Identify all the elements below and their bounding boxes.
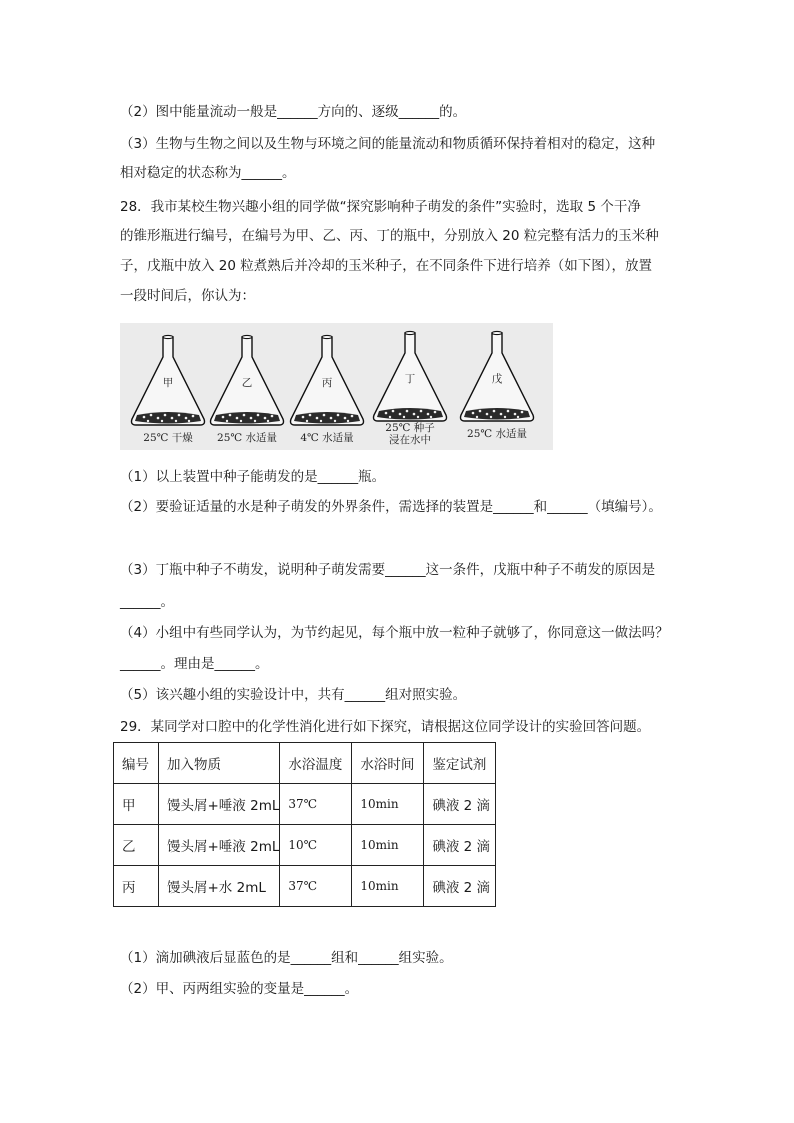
table-header: 编号 (114, 743, 159, 784)
table-row (114, 866, 496, 907)
table-cell: 碘液 2 滴 (424, 825, 496, 866)
flask-diagram (120, 323, 553, 450)
table-cell: 馒头屑+唾液 2mL (159, 825, 280, 866)
table-cell: 碘液 2 滴 (424, 784, 496, 825)
flask-condition-label-2: 浸在水中 (389, 434, 431, 446)
flask-name-label: 乙 (241, 377, 253, 389)
table-cell: 10min (352, 784, 424, 825)
table-header-row (114, 743, 496, 784)
flask-4 (374, 331, 447, 446)
q27-part2: （2）图中能量流动一般是______方向的、逐级______的。 (120, 104, 467, 120)
q29-stem: 29．某同学对口腔中的化学性消化进行如下探究，请根据这位同学设计的实验回答问题。 (120, 719, 651, 735)
q28-stem-line2: 的锥形瓶进行编号，在编号为甲、乙、丙、丁的瓶中，分别放入 20 粒完整有活力的玉米种 (120, 228, 659, 244)
q27-part3-line2: 相对稳定的状态称为______。 (120, 165, 296, 181)
table-cell: 馒头屑+唾液 2mL (159, 784, 280, 825)
table-cell: 10min (352, 866, 424, 907)
flask-5 (461, 331, 534, 440)
flask-condition-label: 25℃ 水适量 (467, 428, 527, 440)
table-cell: 37℃ (280, 866, 352, 907)
table-header: 鉴定试剂 (424, 743, 496, 784)
flask-name-label: 甲 (162, 377, 174, 389)
seed-germination-figure (120, 323, 553, 450)
table-cell: 10min (352, 825, 424, 866)
table-header: 水浴时间 (352, 743, 424, 784)
q28-part5: （5）该兴趣小组的实验设计中，共有______组对照实验。 (120, 687, 467, 703)
q28-stem-line1: 28．我市某校生物兴趣小组的同学做“探究影响种子萌发的条件”实验时，选取 5 个干净 (120, 199, 641, 215)
table-cell: 37℃ (280, 784, 352, 825)
table-row (114, 825, 496, 866)
table-cell: 馒头屑+水 2mL (159, 866, 280, 907)
flask-2 (211, 335, 284, 444)
flask-name-label: 丁 (404, 373, 416, 385)
q27-part3-line1: （3）生物与生物之间以及生物与环境之间的能量流动和物质循环保持着相对的稳定，这种 (120, 136, 656, 152)
q28-part4-line1: （4）小组中有些同学认为，为节约起见，每个瓶中放一粒种子就够了，你同意这一做法吗？ (120, 625, 669, 641)
q29-part2: （2）甲、丙两组实验的变量是______。 (120, 981, 359, 997)
q28-part3-line2: ______。 (120, 594, 174, 610)
table-cell: 碘液 2 滴 (424, 866, 496, 907)
table-cell: 甲 (114, 784, 159, 825)
table-row (114, 784, 496, 825)
table-cell: 丙 (114, 866, 159, 907)
flask-condition-label: 4℃ 水适量 (300, 432, 354, 444)
experiment-table (113, 742, 496, 907)
table-cell: 10℃ (280, 825, 352, 866)
q28-stem-line3: 子，戊瓶中放入 20 粒煮熟后并冷却的玉米种子，在不同条件下进行培养（如下图），放置 (120, 258, 653, 274)
flask-condition-label: 25℃ 水适量 (217, 432, 277, 444)
q28-stem-line4: 一段时间后，你认为： (120, 288, 255, 304)
table-header: 加入物质 (159, 743, 280, 784)
flask-name-label: 丙 (321, 377, 333, 389)
q28-part2: （2）要验证适量的水是种子萌发的外界条件，需选择的装置是______和______（填编号）。 (120, 499, 662, 515)
flask-condition-label: 25℃ 种子 (385, 422, 435, 434)
q29-part1: （1）滴加碘液后显蓝色的是______组和______组实验。 (120, 950, 453, 966)
table-cell: 乙 (114, 825, 159, 866)
table-header: 水浴温度 (280, 743, 352, 784)
q28-part3-line1: （3）丁瓶中种子不萌发，说明种子萌发需要______这一条件，戊瓶中种子不萌发的原因是 (120, 562, 656, 578)
flask-1 (132, 335, 205, 444)
flask-3 (291, 335, 364, 444)
flask-condition-label: 25℃ 干燥 (143, 432, 193, 444)
q28-part4-line2: ______。理由是______。 (120, 656, 269, 672)
flask-name-label: 戊 (491, 373, 503, 385)
q28-part1: （1）以上装置中种子能萌发的是______瓶。 (120, 469, 386, 485)
